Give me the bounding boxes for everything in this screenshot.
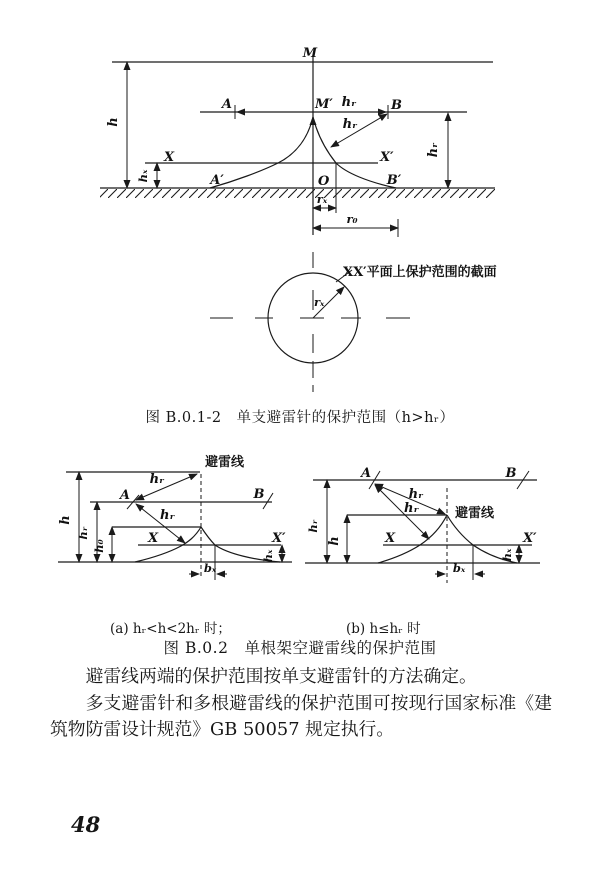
section-caption-label: XX′平面上保护范围的截面 xyxy=(343,265,497,280)
paragraph-2: 多支避雷针和多根避雷线的保护范围可按现行国家标准《建筑物防雷设计规范》GB 50057 规定执行。 xyxy=(50,692,552,740)
protection-curve-left xyxy=(210,117,313,188)
label-x-prime-a: X′ xyxy=(272,531,286,546)
label-b-b: B xyxy=(505,466,517,481)
label-hr-a: hᵣ xyxy=(76,526,90,540)
label-m-prime: M′ xyxy=(315,97,333,112)
label-bx-a: bₓ xyxy=(203,561,217,575)
label-a-prime: A′ xyxy=(210,173,224,188)
label-hr-arrow2-a: hᵣ xyxy=(160,508,175,523)
label-hr-line: hᵣ xyxy=(341,95,357,110)
hr-diagonal-arrow xyxy=(331,114,387,147)
label-hx-a: hₓ xyxy=(261,549,275,563)
label-hr-right: hᵣ xyxy=(426,142,441,158)
fig-b012-caption: 图 B.0.1-2 单支避雷针的保护范围（h>hᵣ） xyxy=(145,410,455,426)
fig-b02b-diagram xyxy=(305,466,540,583)
label-rx-section: rₓ xyxy=(314,295,325,309)
paragraph-1: 避雷线两端的保护范围按单支避雷针的方法确定。 xyxy=(85,666,477,687)
fig-b02a-caption: (a) hᵣ<h<2hᵣ 时； xyxy=(110,621,231,637)
fig-b02a-diagram xyxy=(58,454,292,580)
label-bx-b: bₓ xyxy=(452,561,466,575)
label-b-prime: B′ xyxy=(386,173,402,188)
label-hx: hₓ xyxy=(136,169,150,183)
label-hr-arrow1-b: hᵣ xyxy=(408,487,424,502)
label-hr-arrow2-b: hᵣ xyxy=(404,501,419,516)
ground-hatch xyxy=(100,189,495,198)
label-hr-arrow1-a: hᵣ xyxy=(149,472,165,487)
hr-arrow1-a xyxy=(136,474,197,500)
label-hx-b: hₓ xyxy=(500,548,514,562)
label-b: B xyxy=(391,98,402,113)
label-h-a: h xyxy=(58,515,73,525)
label-m: M xyxy=(302,46,318,61)
body-text xyxy=(50,664,552,744)
label-hr-b: hᵣ xyxy=(306,519,320,533)
label-a-b: A xyxy=(360,466,372,481)
label-h: h xyxy=(106,117,121,127)
wire-label-a: 避雷线 xyxy=(205,455,245,470)
fig-b02-caption: 图 B.0.2 单根架空避雷线的保护范围 xyxy=(163,639,437,657)
b-slash-a xyxy=(263,493,273,509)
wire-label-b: 避雷线 xyxy=(455,506,495,521)
label-h0-a: h₀ xyxy=(92,539,106,553)
label-x-prime-b: X′ xyxy=(523,531,537,546)
label-x-b: X xyxy=(384,531,396,546)
fig-b012-section-circle xyxy=(210,252,497,392)
label-a: A xyxy=(221,97,232,112)
fig-b012-diagram xyxy=(100,46,495,237)
page-number: 48 xyxy=(71,812,101,837)
label-x-a: X xyxy=(147,531,159,546)
fig-b02b-caption: (b) h≤hᵣ 时 xyxy=(346,621,421,637)
label-x: X xyxy=(163,150,175,165)
label-x-prime: X′ xyxy=(380,150,394,165)
label-o: O xyxy=(318,174,330,189)
label-hr-diag: hᵣ xyxy=(342,117,358,132)
label-r0: r₀ xyxy=(346,212,358,226)
label-a-a: A xyxy=(119,488,130,503)
label-b-a: B xyxy=(253,487,265,502)
label-rx: rₓ xyxy=(316,192,328,206)
label-h-b: h xyxy=(327,536,342,546)
